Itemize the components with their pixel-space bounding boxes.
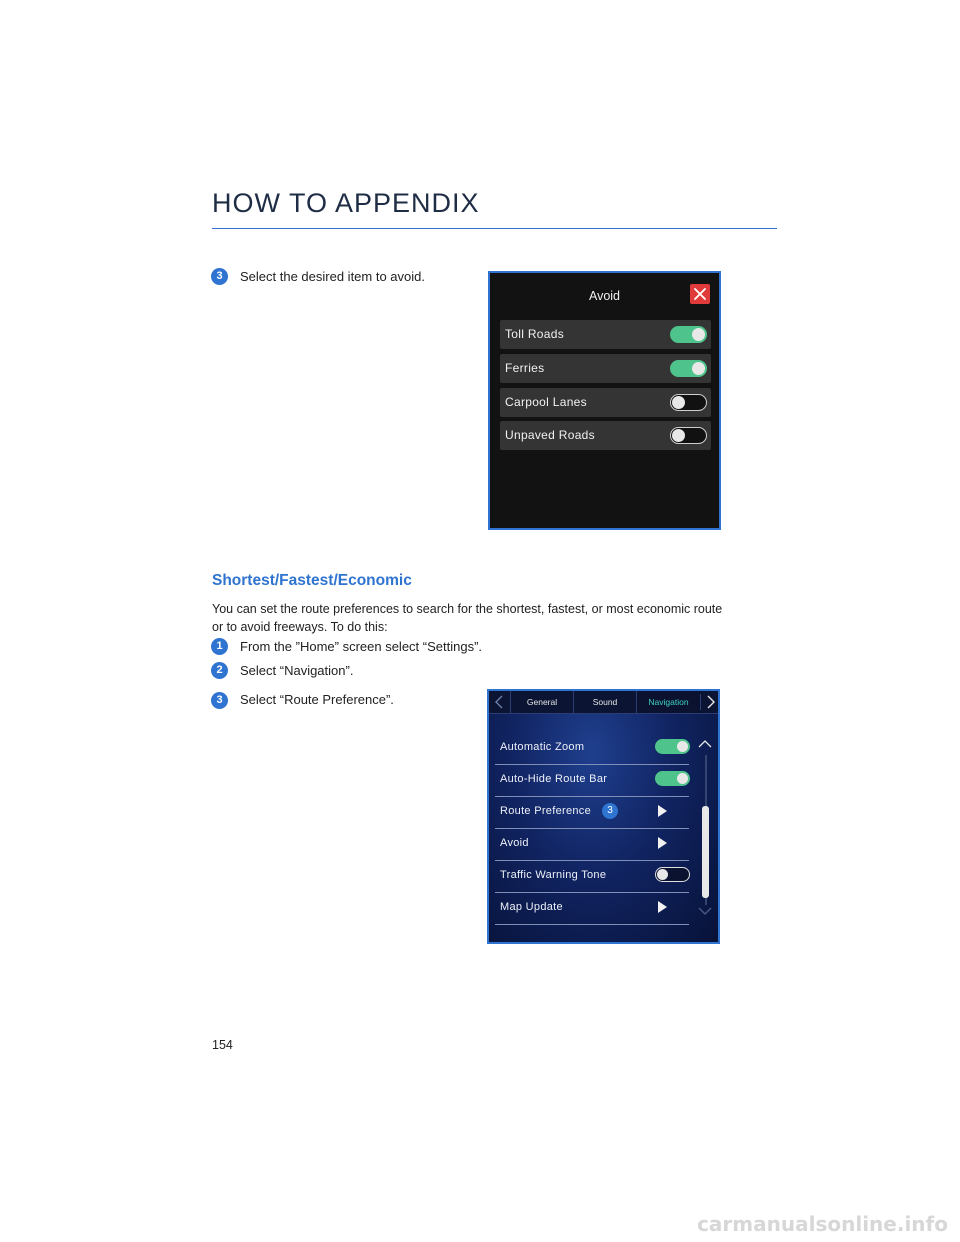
tab-next-button[interactable] [700, 694, 719, 710]
ferries-toggle[interactable] [670, 360, 707, 377]
avoid-item-label: Toll Roads [505, 327, 565, 341]
avoid-item-label: Carpool Lanes [505, 395, 587, 409]
chevron-left-icon [491, 694, 509, 710]
chevron-up-icon [697, 738, 713, 750]
tab-general[interactable]: General [510, 691, 573, 713]
chevron-down-icon [697, 905, 713, 917]
setting-traffic-warning-tone[interactable] [495, 860, 689, 893]
avoid-item-toll-roads[interactable] [500, 320, 711, 349]
step-badge: 2 [211, 662, 228, 679]
tab-sound[interactable]: Sound [573, 691, 636, 713]
step-text: Select “Route Preference”. [240, 692, 394, 707]
page-number: 154 [212, 1038, 233, 1052]
setting-label: Route Preference [500, 805, 592, 817]
step-text: Select the desired item to avoid. [240, 269, 425, 284]
toggle-knob [672, 396, 685, 409]
title-divider [212, 228, 777, 229]
step-badge: 3 [211, 268, 228, 285]
step-badge: 3 [211, 692, 228, 709]
play-arrow-icon [658, 901, 667, 913]
close-button[interactable] [690, 284, 710, 304]
toll-roads-toggle[interactable] [670, 326, 707, 343]
close-icon [690, 284, 710, 304]
avoid-item-carpool-lanes[interactable] [500, 388, 711, 417]
avoid-item-label: Unpaved Roads [505, 428, 595, 442]
avoid-screen-title: Avoid [588, 289, 621, 303]
navigation-settings-screen [487, 689, 720, 944]
callout-badge: 3 [602, 803, 618, 819]
page-title: HOW TO APPENDIX [212, 188, 480, 218]
play-arrow-icon [658, 837, 667, 849]
settings-tab-bar [489, 691, 718, 714]
chevron-right-icon [701, 694, 719, 710]
toggle-knob [657, 869, 668, 880]
avoid-item-ferries[interactable] [500, 354, 711, 383]
auto-hide-route-bar-toggle[interactable] [655, 771, 690, 786]
toggle-knob [692, 328, 705, 341]
tab-navigation[interactable]: Navigation [636, 691, 700, 713]
setting-label: Map Update [500, 901, 563, 913]
step-badge: 1 [211, 638, 228, 655]
avoid-screen [488, 271, 721, 530]
toggle-knob [677, 741, 688, 752]
automatic-zoom-toggle[interactable] [655, 739, 690, 754]
setting-route-preference[interactable] [495, 796, 689, 829]
step-text: Select “Navigation”. [240, 663, 354, 678]
setting-automatic-zoom[interactable] [495, 732, 689, 765]
setting-label: Auto-Hide Route Bar [500, 773, 608, 785]
setting-label: Avoid [500, 837, 529, 849]
setting-map-update[interactable] [495, 892, 689, 925]
toggle-knob [672, 429, 685, 442]
tab-prev-button[interactable] [491, 694, 509, 710]
setting-auto-hide-route-bar[interactable] [495, 764, 689, 797]
section-heading: Shortest/Fastest/Economic [212, 572, 412, 589]
scroll-down-button[interactable] [697, 904, 713, 922]
scroll-up-button[interactable] [697, 737, 713, 755]
avoid-item-unpaved-roads[interactable] [500, 421, 711, 450]
setting-avoid[interactable] [495, 828, 689, 861]
traffic-warning-tone-toggle[interactable] [655, 867, 690, 882]
unpaved-roads-toggle[interactable] [670, 427, 707, 444]
watermark: carmanualsonline.info [697, 1212, 948, 1236]
toggle-knob [677, 773, 688, 784]
section-paragraph: You can set the route preferences to search for the shortest, fastest, or most economic route or to avoid freeways. To do this: [212, 602, 723, 634]
setting-label: Automatic Zoom [500, 741, 585, 753]
carpool-lanes-toggle[interactable] [670, 394, 707, 411]
toggle-knob [692, 362, 705, 375]
setting-label: Traffic Warning Tone [500, 869, 607, 881]
avoid-item-label: Ferries [505, 361, 545, 375]
play-arrow-icon [658, 805, 667, 817]
scrollbar-thumb[interactable] [702, 806, 709, 898]
step-text: From the ”Home” screen select “Settings”. [240, 639, 483, 654]
